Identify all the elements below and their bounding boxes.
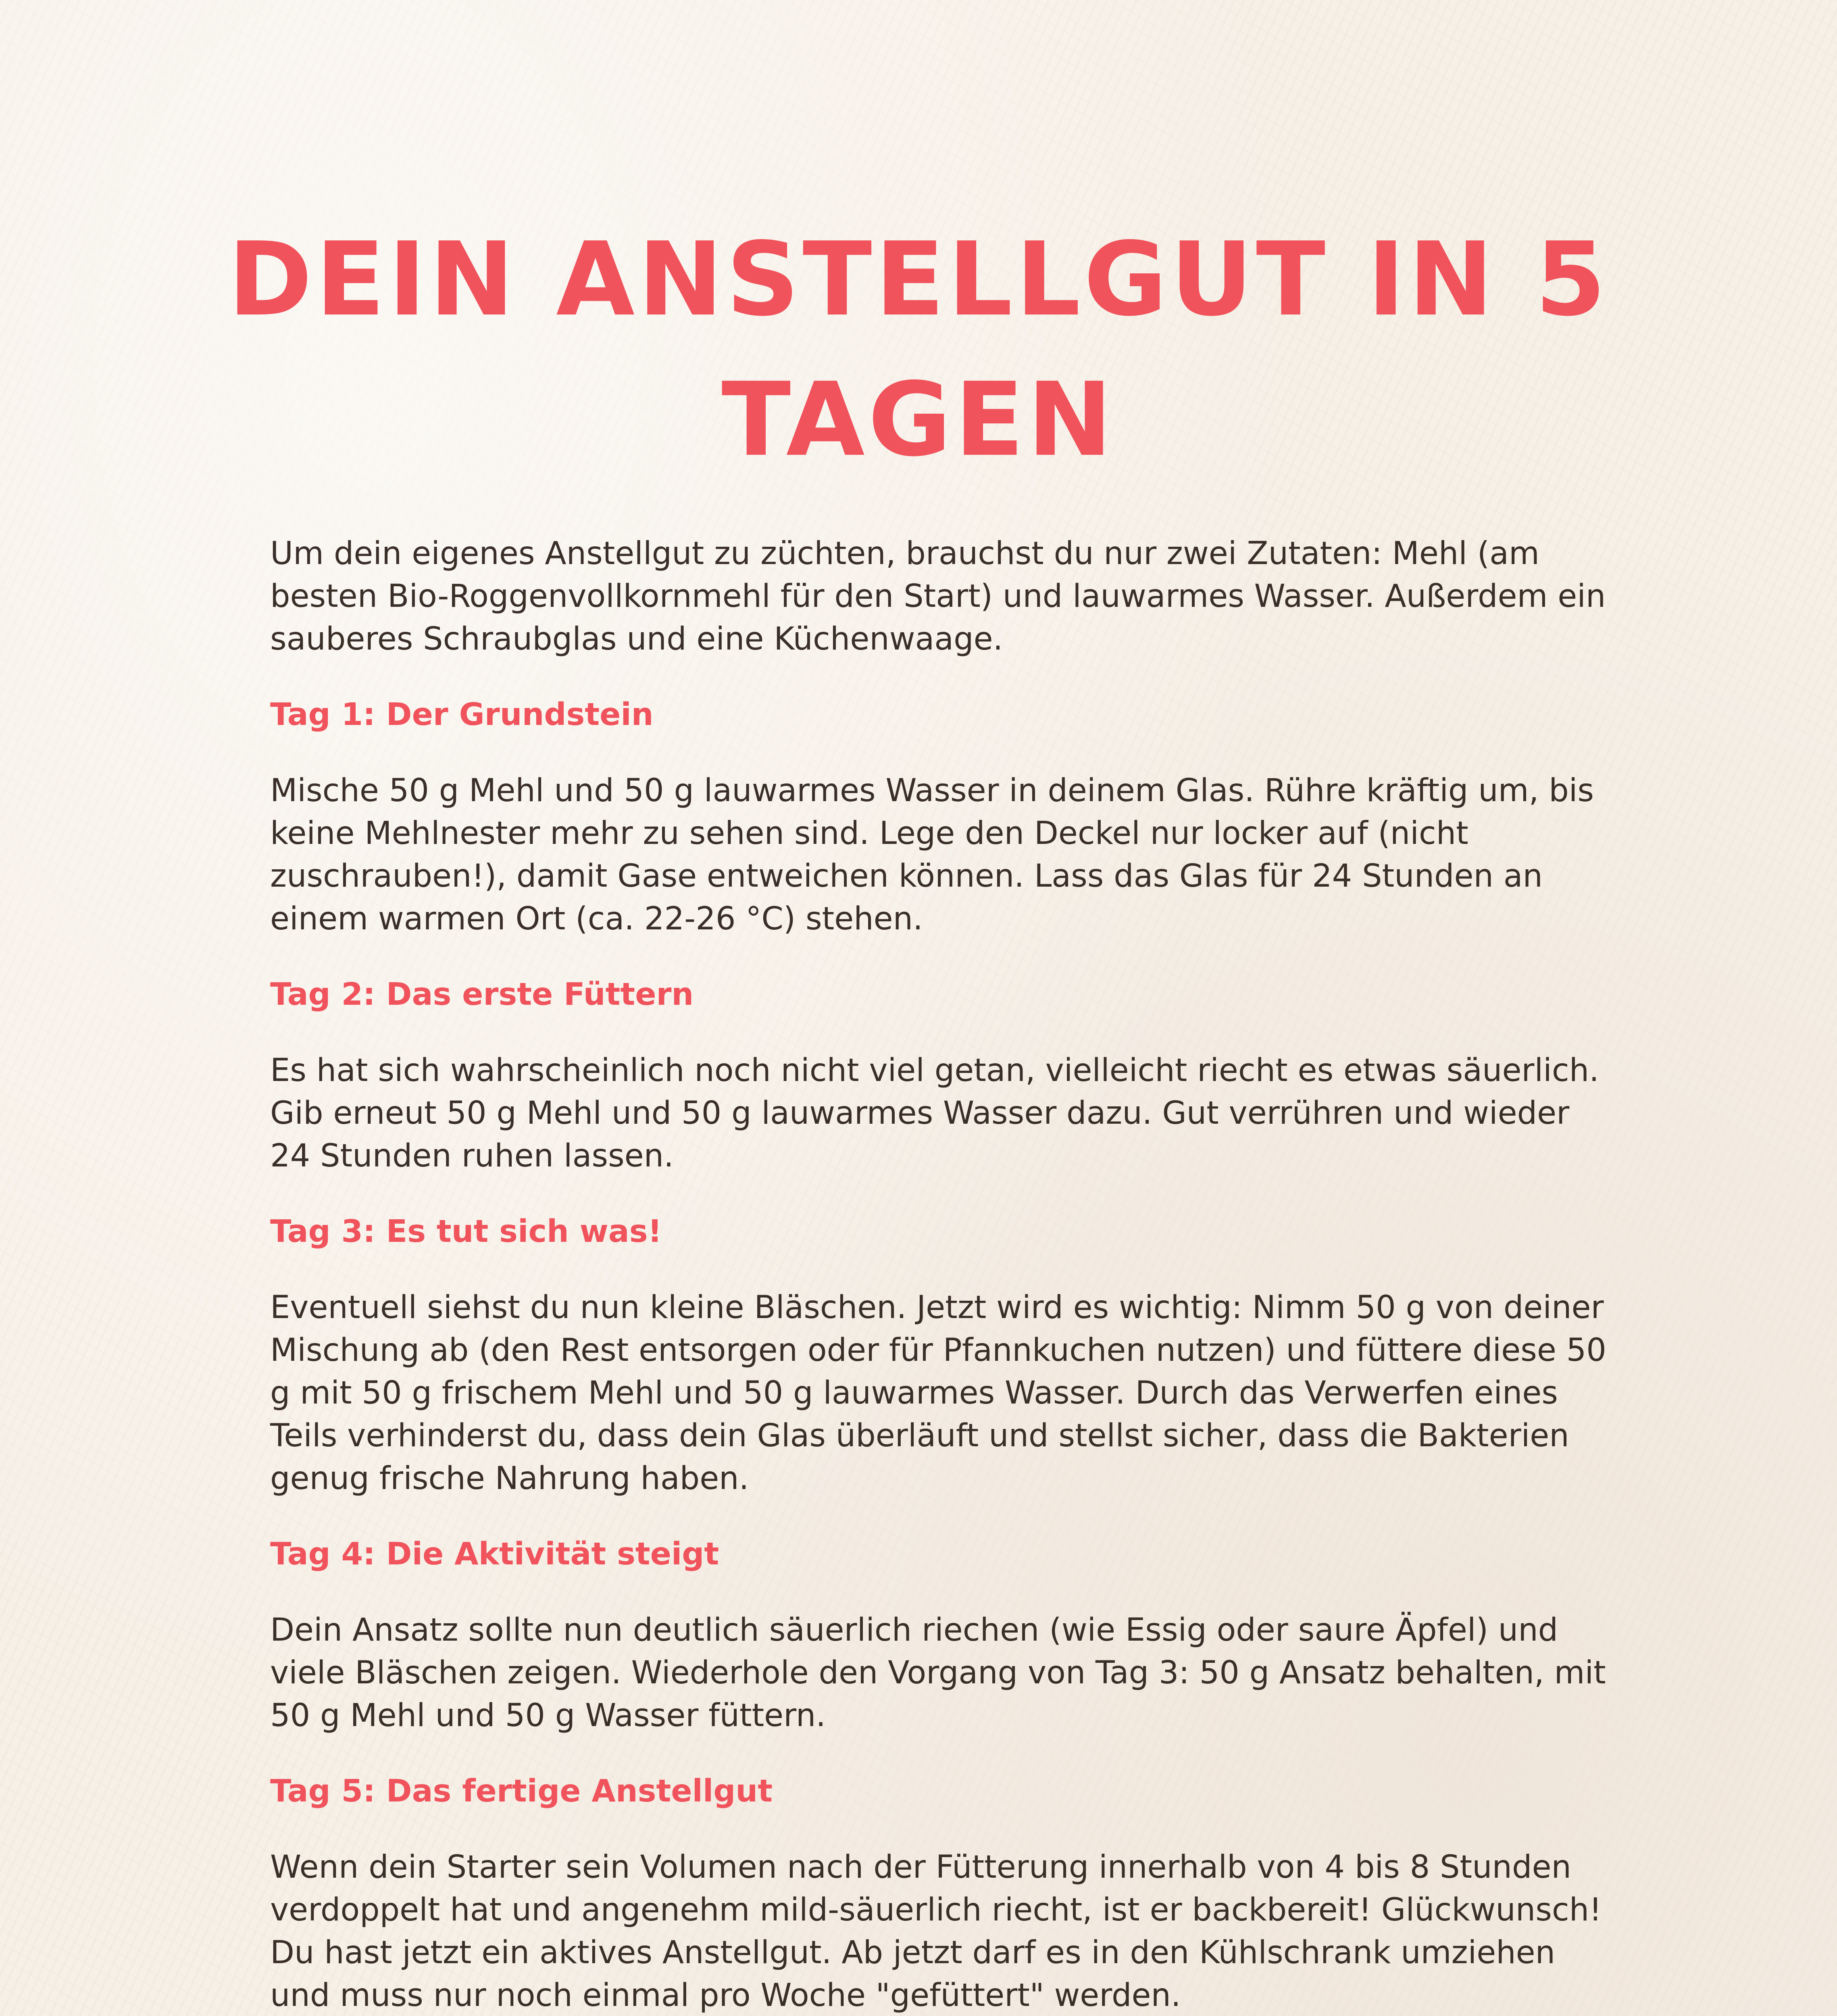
section-paragraph: Dein Ansatz sollte nun deutlich säuerlich riechen (wie Essig oder saure Äpfel) und viele Bläschen zeigen. Wiederhole den Vorgang von Tag 3: 50 g Ansatz behalten, mit 50 g Mehl und 50 g Wasser füttern. (270, 1612, 1606, 1734)
section-heading: Tag 5: Das fertige Anstellgut (270, 1773, 773, 1809)
section-heading: Tag 1: Der Grundstein (270, 697, 654, 733)
page-title: DEIN ANSTELLGUT IN 5 TAGEN (228, 221, 1609, 479)
section-day-2 (270, 973, 1617, 1177)
section-day-3 (270, 1210, 1617, 1500)
intro-paragraph: Um dein eigenes Anstellgut zu züchten, brauchst du nur zwei Zutaten: Mehl (am besten Bio-Roggenvollkornmehl für den Start) und lauwarmes Wasser. Außerdem ein sauberes Schraubglas und eine Küchenwaage. (270, 535, 1606, 657)
section-day-5 (270, 1770, 1617, 2016)
page-content (270, 532, 1617, 2016)
section-paragraph: Mische 50 g Mehl und 50 g lauwarmes Wasser in deinem Glas. Rühre kräftig um, bis keine Mehlnester mehr zu sehen sind. Lege den Deckel nur locker auf (nicht zuschrauben!), damit Gase entweichen können. Lass das Glas für 24 Stunden an einem warmen Ort (ca. 22-26 °C) stehen. (270, 773, 1594, 937)
section-paragraph: Es hat sich wahrscheinlich noch nicht viel getan, vielleicht riecht es etwas säuerlich. Gib erneut 50 g Mehl und 50 g lauwarmes Wasser dazu. Gut verrühren und wieder 24 Stunden ruhen lassen. (270, 1052, 1599, 1174)
section-paragraph: Eventuell siehst du nun kleine Bläschen. Jetzt wird es wichtig: Nimm 50 g von deiner Mischung ab (den Rest entsorgen oder für Pfannkuchen nutzen) und füttere diese 50 g mit 50 g frischem Mehl und 50 g lauwarmes Wasser. Durch das Verwerfen eines Teils verhinderst du, dass dein Glas überläuft und stellst sicher, dass die Bakterien genug frische Nahrung haben. (270, 1289, 1606, 1497)
section-heading: Tag 2: Das erste Füttern (270, 977, 694, 1012)
section-day-4 (270, 1533, 1617, 1737)
section-heading: Tag 4: Die Aktivität steigt (270, 1536, 719, 1572)
section-paragraph: Wenn dein Starter sein Volumen nach der Fütterung innerhalb von 4 bis 8 Stunden verdoppelt hat und angenehm mild-säuerlich riecht, ist er backbereit! Glückwunsch! Du hast jetzt ein aktives Anstellgut. Ab jetzt darf es in den Kühlschrank umziehen und muss nur noch einmal pro Woche "gefüttert" werden. (270, 1849, 1602, 2014)
section-heading: Tag 3: Es tut sich was! (270, 1214, 662, 1250)
section-day-1 (270, 694, 1617, 940)
